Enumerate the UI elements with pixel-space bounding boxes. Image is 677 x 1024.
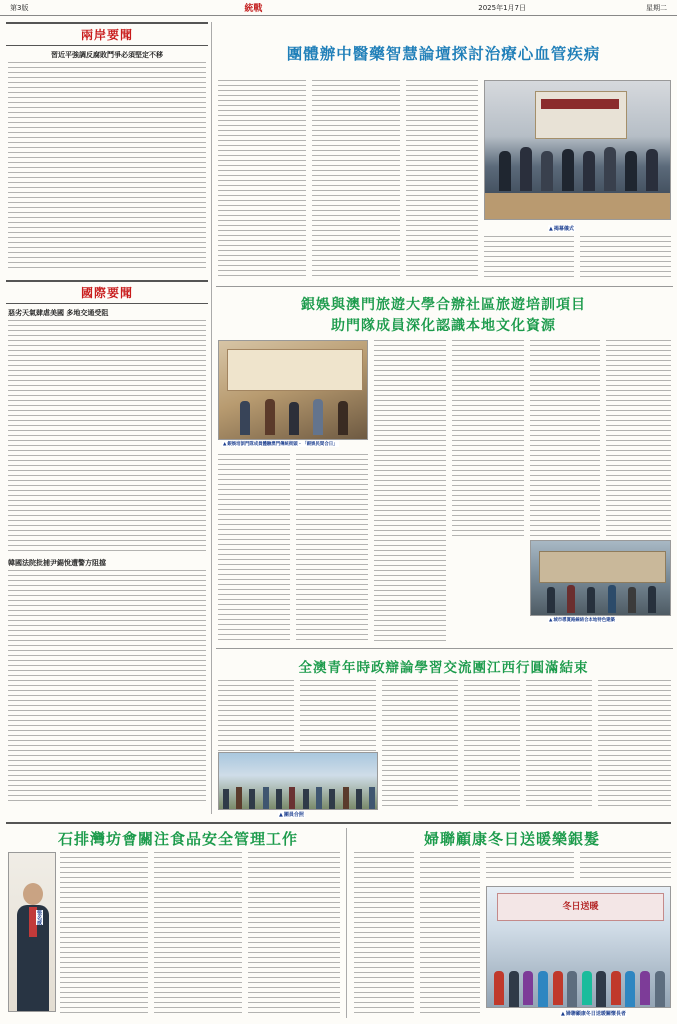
visitors [233,395,355,435]
backdrop-banner [541,99,619,109]
left-column [6,22,208,814]
portrait-head [23,883,43,905]
ribbon-table [485,193,671,220]
women-photo-caption: ▲ 婦聯顧康冬日送暖關懷長者 [560,1010,627,1017]
masthead: 統戰 [244,4,263,14]
tourism-text-col-1 [218,454,290,644]
tourism-headline-2: 助門隊成員深化認識本地文化資源 [331,318,556,334]
two-shores-headline: 習近平強調反腐敗鬥爭必須堅定不移 [51,51,163,59]
tourism-headline-1: 銀娛與澳門旅遊大學合辦社區旅遊培訓項目 [301,297,586,313]
international-article-2-body [8,570,206,802]
international-article-1-body [8,320,206,552]
issue-date: 2025年1月7日 [478,3,526,12]
tcm-photo [484,80,671,220]
tcm-text-col-3 [406,80,478,280]
tourism-photo-left [218,340,368,440]
guests-row [495,145,662,191]
international-headline-2: 韓國法院批捕尹錫悅遭警方阻擋 [8,559,106,567]
participants-group [493,927,666,1007]
page-header [0,0,677,16]
bottom-column-divider [346,828,347,1018]
stone-photo [8,852,56,1012]
tourism-text-col-5 [530,340,600,536]
women-text-col-2 [420,852,480,1014]
tcm-text-col-4 [484,236,574,280]
women-text-col-1 [354,852,414,1014]
museum-wall [227,349,363,391]
international-section-title: 國際要聞 [6,280,208,304]
tourism-photo-right-caption: ▲ 城市導賞路線結合本地特色建築 [548,617,616,623]
heritage-building [539,551,666,583]
column-divider [211,22,212,814]
tcm-text-col-2 [312,80,400,280]
youth-photo [218,752,378,810]
tcm-photo-caption: ▲ 揭幕儀式 [548,225,575,232]
section-divider [216,648,673,649]
tourism-text-col-2 [296,454,368,644]
international-headline-1: 惡劣天氣肆虐美國 多地交通受阻 [8,309,109,317]
tcm-headline: 團體辦中醫藥智慧論壇探討治療心血管疾病 [286,45,601,63]
youth-text-col-6 [598,680,671,810]
tourism-text-col-4 [452,340,524,536]
tourism-photo-right [530,540,671,616]
stone-photo-caption: 張名威 [36,910,42,925]
women-photo [486,886,671,1008]
section-divider [216,286,673,287]
tcm-text-col-5 [580,236,671,280]
tour-group [541,583,662,613]
tourism-photo-left-caption: ▲ 銀娛培訓門隊成員體驗澳門傳統街頭 · 「銀娛民間合日」 [222,441,339,447]
tourism-text-col-3 [374,340,446,644]
page-number: 第3版 [10,3,29,12]
youth-headline: 全澳青年時政辯論學習交流團江西行圓滿結束 [298,660,589,676]
stone-text-col-2 [154,852,242,1014]
tcm-text-col-1 [218,80,306,280]
women-text-col-4 [580,852,671,882]
women-headline: 婦聯顧康冬日送暖樂銀髮 [423,830,600,848]
event-banner: 冬日送暖 [497,893,664,921]
youth-text-col-3 [382,680,458,810]
youth-text-col-4 [464,680,520,810]
bottom-divider [6,822,671,824]
youth-photo-caption: ▲ 團員合照 [278,811,305,818]
two-shores-section-title: 兩岸要聞 [6,22,208,46]
tourism-text-col-6 [606,340,671,540]
two-shores-article-body [8,62,206,272]
issue-weekday: 星期二 [646,3,667,12]
stone-headline: 石排灣坊會關注食品安全管理工作 [57,830,298,848]
youth-text-col-5 [526,680,592,810]
stone-text-col-1 [60,852,148,1014]
group-photo-people [219,783,378,810]
women-text-col-3 [486,852,574,882]
stone-text-col-3 [248,852,340,1014]
